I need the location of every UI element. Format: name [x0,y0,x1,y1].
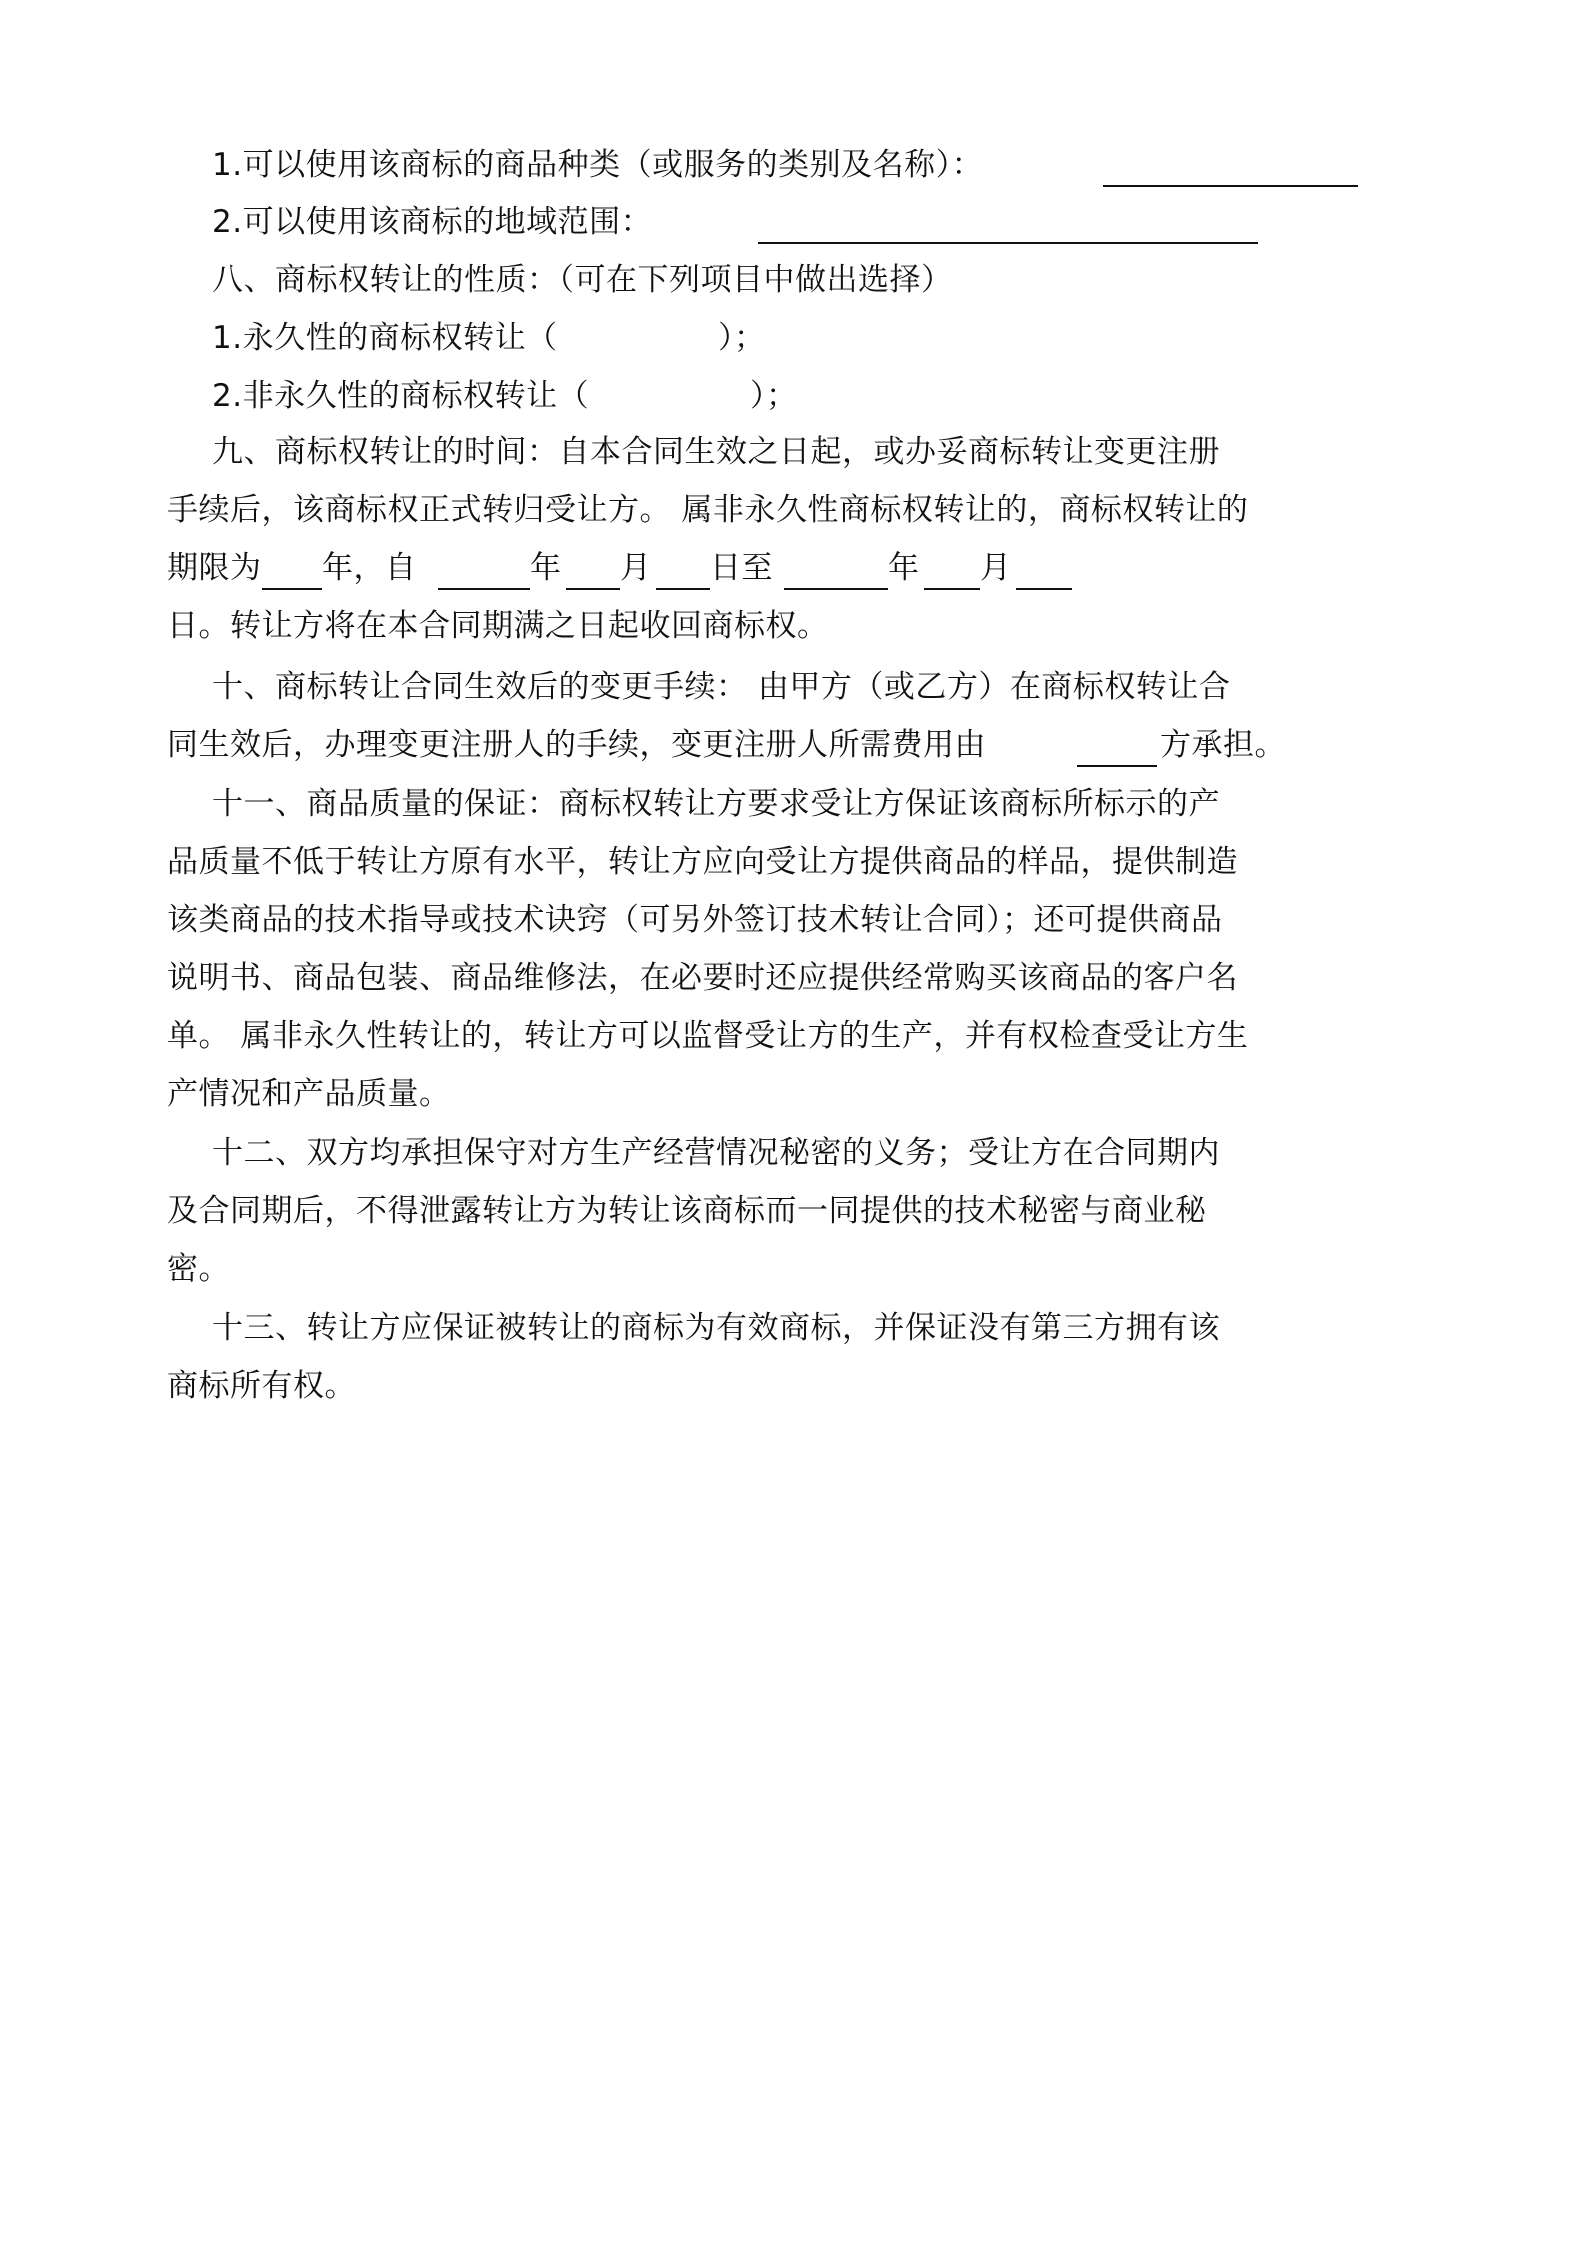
usage-scope-item [0,135,1586,195]
section-9-text-1: 九、商标权转让的时间：自本合同生效之日起，或办妥商标转让变更注册 [212,434,1220,470]
term-years-blank [262,588,322,590]
start-year-blank [438,588,530,590]
usage-region-item [0,192,1586,252]
section-12-line-1 [0,1123,1586,1183]
option-1-close: ）； [718,320,766,356]
section-12-text-2: 及合同期后，不得泄露转让方为转让该商标而一同提供的技术秘密与商业秘 [167,1193,1207,1229]
section-12-line-3 [0,1239,1586,1299]
fee-party-blank [1077,765,1157,767]
term-year-from: 年，自 [322,550,417,586]
start-year-label: 年 [530,550,562,586]
section-13-text-1: 十三、转让方应保证被转让的商标为有效商标，并保证没有第三方拥有该 [212,1310,1220,1346]
section-11-line-5 [0,1006,1586,1066]
section-12-text-1: 十二、双方均承担保守对方生产经营情况秘密的义务；受让方在合同期内 [212,1135,1220,1171]
end-year-blank [784,588,888,590]
section-11-text-5: 单。 属非永久性转让的，转让方可以监督受让方的生产，并有权检查受让方生 [167,1018,1249,1054]
section-8-option-2 [0,366,1586,426]
end-day-blank [1016,588,1072,590]
section-8-title [0,250,1586,310]
section-12-text-3: 密。 [167,1251,230,1287]
section-12-line-2 [0,1181,1586,1241]
section-13-text-2: 商标所有权。 [167,1368,356,1404]
section-11-text-6: 产情况和产品质量。 [167,1076,451,1112]
section-9-text-2: 手续后，该商标权正式转归受让方。 属非永久性商标权转让的，商标权转让的 [167,492,1249,528]
section-11-line-3 [0,890,1586,950]
option-2-label: 2.非永久性的商标权转让（ [212,378,590,414]
section-11-line-6 [0,1064,1586,1124]
start-day-blank [656,588,710,590]
start-day-to-label: 日至 [710,550,773,586]
option-2-close: ）； [750,378,798,414]
start-month-label: 月 [620,550,652,586]
section-9-line-3 [0,538,1586,598]
end-year-label: 年 [888,550,920,586]
usage-region-blank [758,242,1258,244]
section-8-text: 八、商标权转让的性质：（可在下列项目中做出选择） [212,262,953,298]
section-10-suffix: 方承担。 [1160,727,1286,763]
section-11-text-2: 品质量不低于转让方原有水平，转让方应向受让方提供商品的样品，提供制造 [167,844,1238,880]
section-11-line-4 [0,948,1586,1008]
section-9-line-1 [0,422,1586,482]
section-11-text-4: 说明书、商品包装、商品维修法，在必要时还应提供经常购买该商品的客户名 [167,960,1238,996]
section-11-line-2 [0,832,1586,892]
section-8-option-1 [0,308,1586,368]
start-month-blank [566,588,620,590]
usage-scope-label: 1.可以使用该商标的商品种类（或服务的类别及名称）： [212,147,984,183]
end-month-blank [924,588,980,590]
section-9-line-4 [0,596,1586,656]
section-10-line-2 [0,715,1586,775]
section-11-text-1: 十一、商品质量的保证：商标权转让方要求受让方保证该商标所标示的产 [212,786,1220,822]
term-prefix: 期限为 [167,550,262,586]
section-13-line-1 [0,1298,1586,1358]
section-9-line-2 [0,480,1586,540]
usage-region-label: 2.可以使用该商标的地域范围： [212,204,653,240]
section-10-line-1 [0,657,1586,717]
section-11-line-1 [0,774,1586,834]
option-1-label: 1.永久性的商标权转让（ [212,320,558,356]
section-13-line-2 [0,1356,1586,1416]
section-11-text-3: 该类商品的技术指导或技术诀窍（可另外签订技术转让合同）；还可提供商品 [167,902,1223,938]
usage-scope-blank [1103,185,1358,187]
section-9-text-4: 日。转让方将在本合同期满之日起收回商标权。 [167,608,829,644]
section-10-text-2: 同生效后，办理变更注册人的手续，变更注册人所需费用由 [167,727,986,763]
end-month-label: 月 [980,550,1012,586]
section-10-text-1: 十、商标转让合同生效后的变更手续： 由甲方（或乙方）在商标权转让合 [212,669,1231,705]
